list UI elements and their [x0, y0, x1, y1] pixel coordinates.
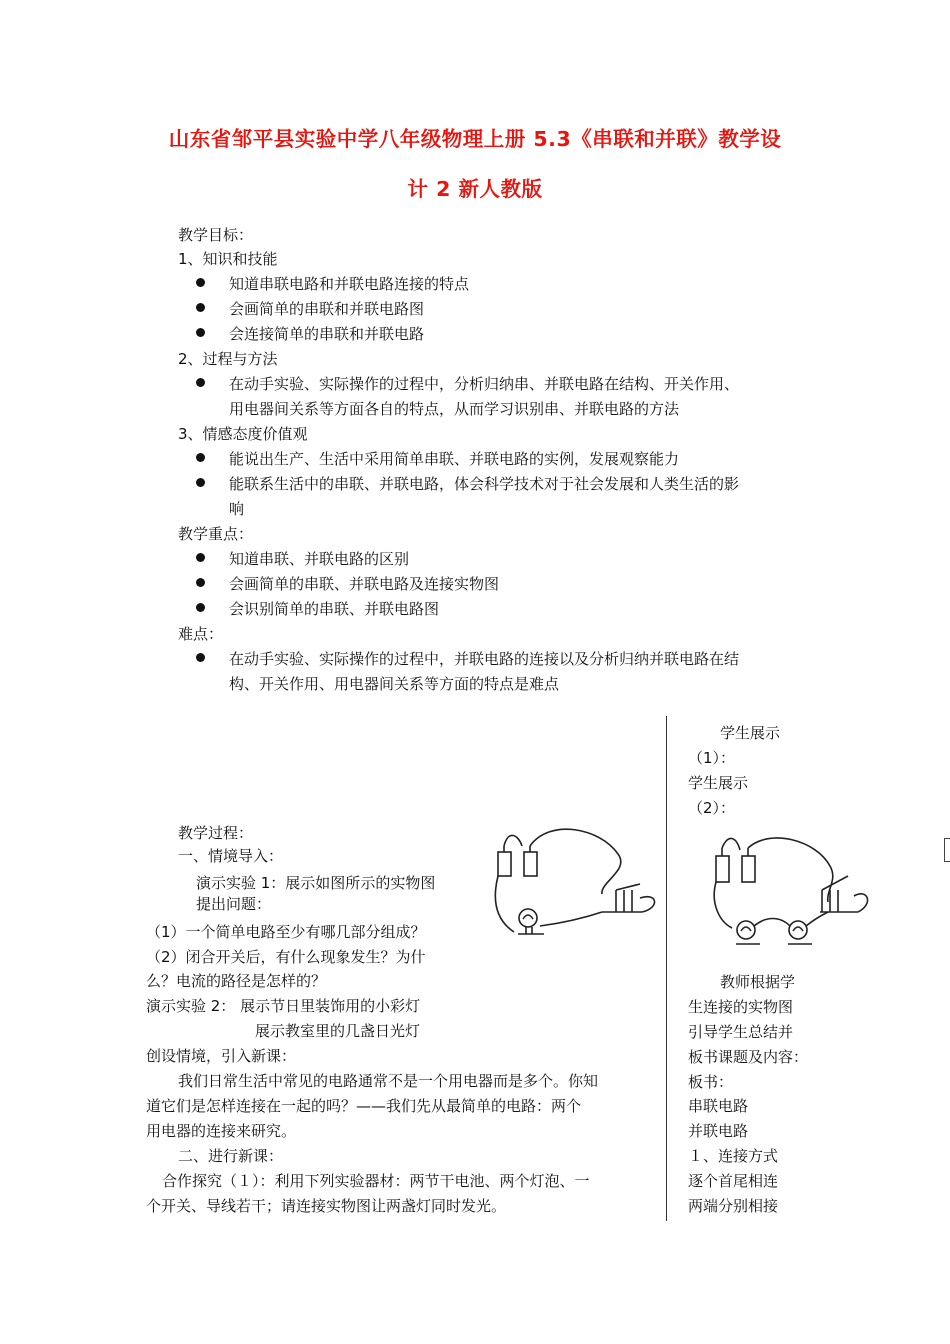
keypoint-item: 知道串联、并联电路的区别 — [229, 550, 410, 568]
cooperative-task-line-1: 合作探究（１）：利用下列实验器材：两节干电池、两个灯泡、一 — [162, 1172, 590, 1190]
cooperative-task-line-2: 个开关、导线若干；请连接实物图让两盏灯同时发光。 — [146, 1197, 507, 1215]
process-method-item-line-2: 用电器间关系等方面各自的特点，从而学习识别串、并联电路的方法 — [229, 400, 680, 418]
knowledge-item: 知道串联电路和并联电路连接的特点 — [229, 275, 470, 293]
section-intro-title: 一、情境导入： — [178, 847, 284, 865]
board-connection-method: １、连接方式 — [688, 1147, 779, 1165]
student-show-2-number: （2）： — [688, 799, 736, 817]
section-attitude-title: 3、情感态度价值观 — [178, 425, 308, 443]
demo-2-line-1: 演示实验 2： 展示节日里装饰用的小彩灯 — [146, 997, 421, 1015]
teacher-note-line-4: 板书课题及内容： — [688, 1048, 809, 1066]
question-1: （1）一个简单电路至少有哪几部分组成？ — [146, 923, 426, 941]
difficulty-line-2: 构、开关作用、用电器间关系等方面的特点是难点 — [229, 675, 560, 693]
teacher-note-line-2: 生连接的实物图 — [688, 998, 794, 1016]
page-edge-marker — [944, 838, 950, 862]
intro-paragraph-line-1: 我们日常生活中常见的电路通常不是一个用电器而是多个。你知 — [178, 1072, 599, 1090]
student-show-1-number: （1）： — [688, 749, 736, 767]
process-heading: 教学过程： — [178, 824, 254, 842]
bullet-icon — [196, 478, 205, 487]
section-new-lesson-title: 二、进行新课： — [178, 1147, 284, 1165]
board-series-connection: 逐个首尾相连 — [688, 1172, 779, 1190]
circuit-drawing-two-bulbs — [708, 830, 878, 958]
ask-question-label: 提出问题： — [196, 895, 272, 913]
objectives-heading: 教学目标： — [178, 226, 254, 244]
bullet-icon — [196, 278, 205, 287]
document-title-line-1: 山东省邹平县实验中学八年级物理上册 5.3《串联和并联》教学设 — [168, 127, 782, 151]
section-process-method-title: 2、过程与方法 — [178, 350, 278, 368]
board-series-circuit: 串联电路 — [688, 1097, 749, 1115]
circuit-drawing-single-bulb — [490, 820, 662, 950]
demo-1-text: 演示实验 1：展示如图所示的实物图 — [196, 874, 436, 892]
bullet-icon — [196, 378, 205, 387]
bullet-icon — [196, 603, 205, 612]
demo-2-line-2: 展示教室里的几盏日光灯 — [255, 1022, 421, 1040]
attitude-item-line-1: 能联系生活中的串联、并联电路，体会科学技术对于社会发展和人类生活的影 — [229, 475, 740, 493]
difficulty-line-1: 在动手实验、实际操作的过程中，并联电路的连接以及分析归纳并联电路在结 — [229, 650, 740, 668]
attitude-item: 能说出生产、生活中采用简单串联、并联电路的实例，发展观察能力 — [229, 450, 680, 468]
intro-paragraph-line-2: 道它们是怎样连接在一起的吗？——我们先从最简单的电路：两个 — [146, 1097, 582, 1115]
bullet-icon — [196, 653, 205, 662]
attitude-item-line-2: 响 — [229, 500, 245, 518]
knowledge-item: 会连接简单的串联和并联电路 — [229, 325, 425, 343]
document-title-line-2: 计 2 新人教版 — [407, 177, 543, 201]
column-divider — [666, 716, 667, 1221]
student-show-2: 学生展示 — [688, 774, 749, 792]
section-knowledge-title: 1、知识和技能 — [178, 250, 278, 268]
intro-paragraph-line-3: 用电器的连接来研究。 — [146, 1122, 297, 1140]
process-method-item-line-1: 在动手实验、实际操作的过程中，分析归纳串、并联电路在结构、开关作用、 — [229, 375, 740, 393]
board-parallel-circuit: 并联电路 — [688, 1122, 749, 1140]
keypoints-heading: 教学重点： — [178, 525, 254, 543]
bullet-icon — [196, 328, 205, 337]
question-2-line-2: 么？电流的路径是怎样的？ — [146, 972, 327, 990]
bullet-icon — [196, 303, 205, 312]
question-2-line-1: （2）闭合开关后，有什么现象发生？为什 — [146, 948, 426, 966]
difficulty-heading: 难点： — [178, 625, 224, 643]
teacher-note-line-1: 教师根据学 — [720, 973, 796, 991]
bullet-icon — [196, 578, 205, 587]
bullet-icon — [196, 553, 205, 562]
keypoint-item: 会画简单的串联、并联电路及连接实物图 — [229, 575, 500, 593]
board-label: 板书： — [688, 1073, 734, 1091]
keypoint-item: 会识别简单的串联、并联电路图 — [229, 600, 440, 618]
knowledge-item: 会画简单的串联和并联电路图 — [229, 300, 425, 318]
bullet-icon — [196, 453, 205, 462]
student-show-1: 学生展示 — [720, 724, 781, 742]
board-parallel-connection: 两端分别相接 — [688, 1197, 779, 1215]
create-situation: 创设情境，引入新课： — [146, 1047, 297, 1065]
teacher-note-line-3: 引导学生总结并 — [688, 1023, 794, 1041]
